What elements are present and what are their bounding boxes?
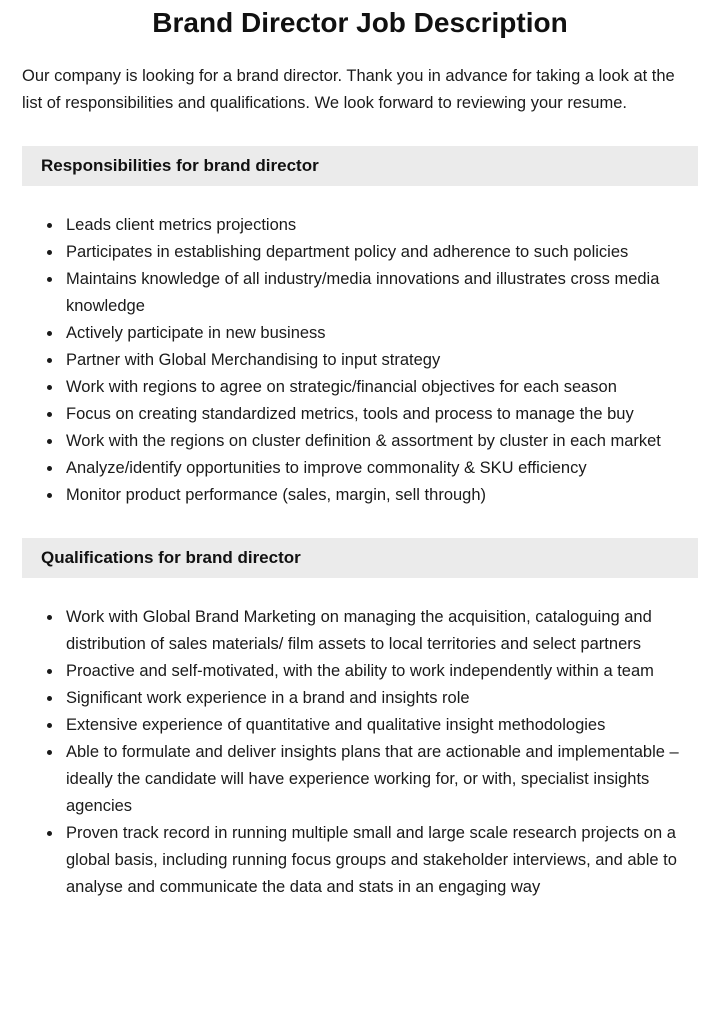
responsibility-list-item: • Focus on creating standardized metrics, tools and process to manage the buy: [63, 401, 698, 428]
qualification-list-item: • Extensive experience of quantitative and qualitative insight methodologies: [63, 712, 698, 739]
page-title: Brand Director Job Description: [152, 7, 568, 38]
responsibility-list-item: • Work with regions to agree on strategic/financial objectives for each season: [63, 374, 698, 401]
qualifications-section: [22, 538, 698, 901]
qualification-list-item: • Proactive and self-motivated, with the ability to work independently within a team: [63, 658, 698, 685]
qualification-list-item: • Significant work experience in a brand and insights role: [63, 685, 698, 712]
responsibility-list-item: • Monitor product performance (sales, margin, sell through): [63, 482, 698, 509]
qualification-list-item: • Work with Global Brand Marketing on managing the acquisition, cataloguing and distribution of sales materials/ film assets to local territories and select partners: [63, 604, 698, 658]
responsibility-list-item: • Leads client metrics projections: [63, 212, 698, 239]
responsibilities-list: [22, 212, 698, 509]
responsibility-list-item: • Actively participate in new business: [63, 320, 698, 347]
responsibility-list-item: • Partner with Global Merchandising to input strategy: [63, 347, 698, 374]
responsibility-list-item: • Participates in establishing department policy and adherence to such policies: [63, 239, 698, 266]
responsibilities-section: [22, 146, 698, 509]
responsibility-list-item: • Work with the regions on cluster definition & assortment by cluster in each market: [63, 428, 698, 455]
qualifications-heading: Qualifications for brand director: [22, 538, 698, 578]
qualifications-list: [22, 604, 698, 901]
responsibilities-heading: Responsibilities for brand director: [22, 146, 698, 186]
qualification-list-item: • Able to formulate and deliver insights plans that are actionable and implementable – ideally the candidate will have experience working for, or with, specialist insights agencies: [63, 739, 698, 820]
qualification-list-item: • Proven track record in running multiple small and large scale research projects on a global basis, including running focus groups and stakeholder interviews, and able to analyse and communicate the data and stats in an engaging way: [63, 820, 698, 901]
responsibility-list-item: • Analyze/identify opportunities to improve commonality & SKU efficiency: [63, 455, 698, 482]
intro-paragraph: Our company is looking for a brand director. Thank you in advance for taking a look at the list of responsibilities and qualifications. We look forward to reviewing your resume.: [22, 67, 675, 112]
responsibility-list-item: • Maintains knowledge of all industry/media innovations and illustrates cross media knowledge: [63, 266, 698, 320]
